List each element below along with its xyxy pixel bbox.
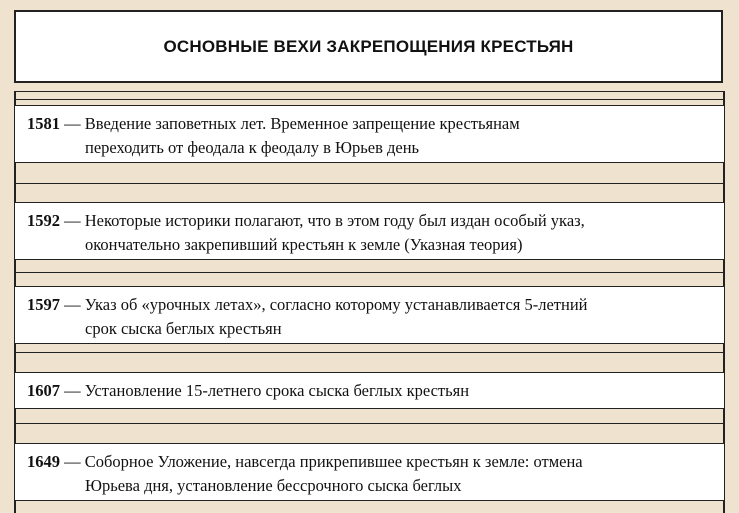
event-text-continuation: переходить от феодала к феодалу в Юрьев день	[85, 138, 420, 157]
event-year: 1581	[27, 114, 60, 133]
event-line	[27, 379, 714, 403]
event-text: — Установление 15-летнего срока сыска беглых крестьян	[60, 381, 470, 400]
event-text-continuation: Юрьева дня, установление бессрочного сыска беглых	[85, 476, 462, 495]
table-frame	[14, 10, 725, 500]
event-line	[27, 293, 714, 317]
separator-line	[14, 272, 725, 273]
event-row-1607	[14, 372, 725, 409]
title-box	[14, 10, 723, 83]
event-year: 1597	[27, 295, 60, 314]
event-row-1597	[14, 286, 725, 344]
event-text: — Некоторые историки полагают, что в этом году был издан особый указ,	[60, 211, 585, 230]
event-row-1592	[14, 202, 725, 260]
event-year: 1607	[27, 381, 60, 400]
event-row-1581	[14, 105, 725, 163]
event-year: 1592	[27, 211, 60, 230]
event-line	[27, 112, 714, 136]
page-title: ОСНОВНЫЕ ВЕХИ ЗАКРЕПОЩЕНИЯ КРЕСТЬЯН	[163, 36, 574, 56]
separator-line	[14, 183, 725, 184]
event-line	[27, 450, 714, 474]
event-year: 1649	[27, 452, 60, 471]
event-row-1649	[14, 443, 725, 501]
event-text: — Введение заповетных лет. Временное запрещение крестьянам	[60, 114, 520, 133]
event-text: — Соборное Уложение, навсегда прикрепившее крестьян к земле: отмена	[60, 452, 583, 471]
separator-line	[14, 352, 725, 353]
separator-line	[14, 423, 725, 424]
event-line	[27, 209, 714, 233]
event-text: — Указ об «урочных летах», согласно которому устанавливается 5-летний	[60, 295, 588, 314]
event-text-continuation: срок сыска беглых крестьян	[85, 319, 282, 338]
separator-line	[14, 91, 725, 92]
separator-line	[14, 99, 725, 100]
event-text-continuation: окончательно закрепивший крестьян к земле (Указная теория)	[85, 235, 523, 254]
